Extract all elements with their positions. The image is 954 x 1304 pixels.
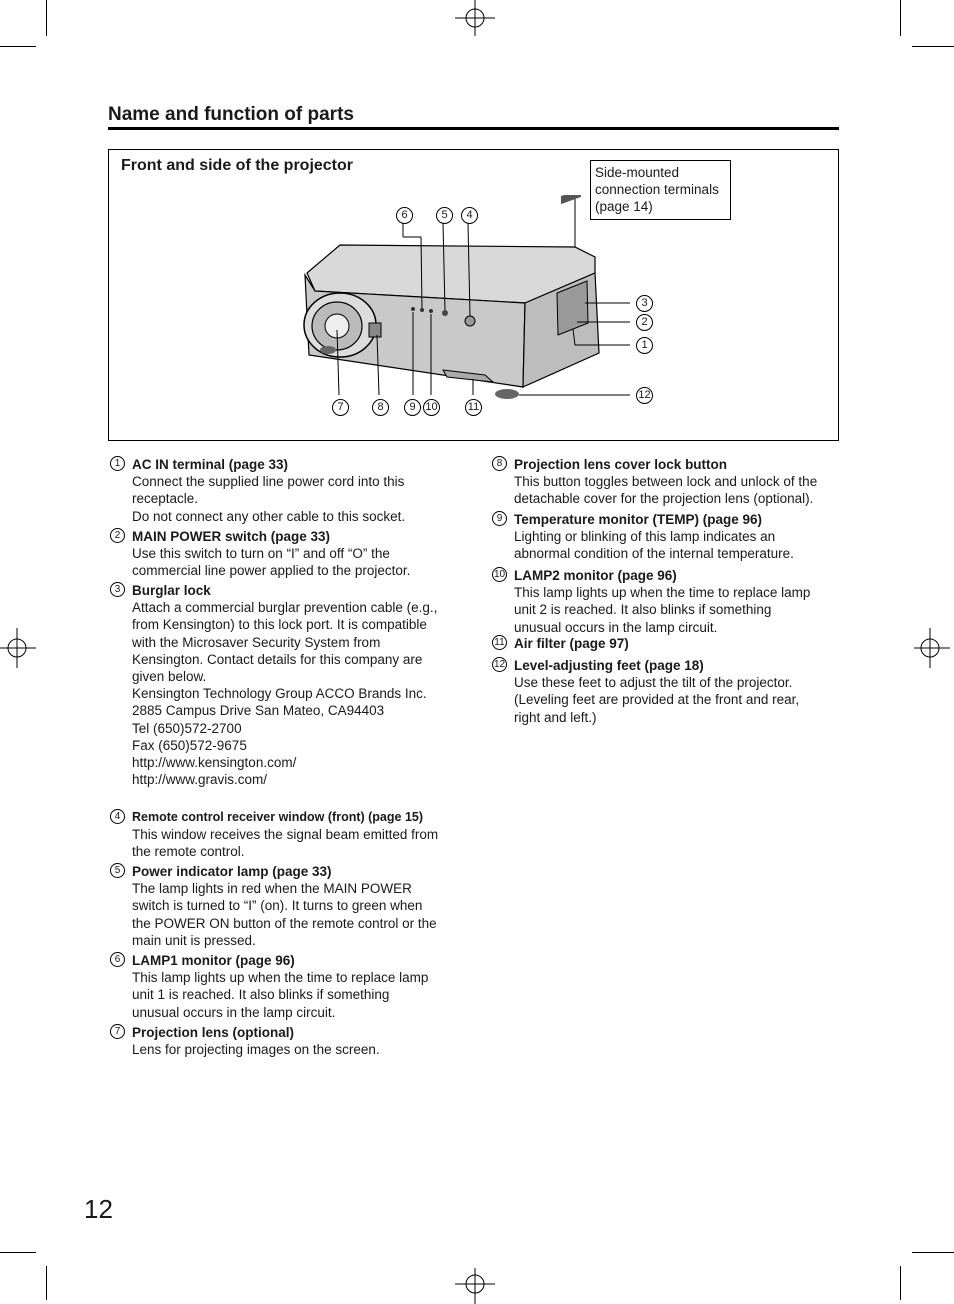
item-line: Use these feet to adjust the tilt of the projector. [514, 675, 793, 691]
item-heading: Power indicator lamp (page 33) [132, 864, 332, 879]
item-line: Lighting or blinking of this lamp indicates an [514, 529, 776, 545]
registration-mark [0, 628, 40, 668]
crop-mark [912, 1252, 954, 1253]
crop-mark [46, 1266, 47, 1300]
page-number: 12 [84, 1194, 113, 1224]
item-number: 11 [492, 635, 507, 650]
item-line: right and left.) [514, 709, 597, 725]
part-description [114, 528, 411, 580]
item-heading: Projection lens cover lock button [514, 457, 728, 472]
item-line: This window receives the signal beam emitted from [132, 827, 439, 843]
item-number: 5 [110, 863, 125, 878]
item-line: (Leveling feet are provided at the front and rear, [514, 692, 800, 708]
item-number: 7 [110, 1024, 125, 1039]
item-line: http://www.gravis.com/ [132, 772, 268, 788]
item-line: receptacle. [132, 491, 199, 507]
section-rule [108, 127, 839, 130]
item-line: Kensington Technology Group ACCO Brands Inc. [132, 686, 427, 702]
item-number: 10 [493, 569, 506, 580]
callout-number: 5 [436, 207, 453, 224]
figure-title: Front and side of the projector [121, 157, 354, 174]
item-heading: Remote control receiver window (front) (page 15) [132, 810, 424, 824]
part-description [114, 582, 438, 788]
item-line: detachable cover for the projection lens (optional). [514, 491, 814, 507]
crop-mark [900, 0, 901, 36]
item-line: Kensington. Contact details for this company are [132, 651, 423, 667]
callout-number: 8 [372, 399, 389, 416]
part-description [114, 809, 439, 861]
callout-number: 1 [636, 337, 653, 354]
callout-line: connection terminals [595, 182, 719, 197]
item-number: 4 [110, 809, 125, 824]
item-heading: Air filter (page 97) [514, 636, 629, 651]
crop-mark [0, 1252, 36, 1253]
item-line: unit 1 is reached. It also blinks if something [132, 987, 390, 1003]
item-heading: LAMP1 monitor (page 96) [132, 953, 295, 968]
item-number: 1 [110, 456, 125, 471]
callout-number: 6 [396, 207, 413, 224]
item-number: 8 [492, 456, 507, 471]
callout-line: Side-mounted [595, 165, 680, 180]
part-description [493, 567, 811, 636]
item-line: the POWER ON button of the remote control or the [132, 915, 437, 931]
item-line: This button toggles between lock and unlock of the [514, 474, 818, 490]
item-line: http://www.kensington.com/ [132, 755, 297, 771]
part-description [496, 456, 818, 508]
item-line: 2885 Campus Drive San Mateo, CA94403 [132, 703, 385, 719]
projector-illustration [295, 195, 675, 420]
callout-number: 10 [423, 399, 440, 416]
item-line: main unit is pressed. [132, 932, 256, 948]
callout-number: 11 [465, 399, 482, 416]
registration-mark [455, 1264, 495, 1304]
callout-number: 12 [636, 387, 653, 404]
callout-number: 7 [332, 399, 349, 416]
part-description [114, 456, 406, 525]
callout-number: 4 [461, 207, 478, 224]
item-line: Lens for projecting images on the screen. [132, 1042, 380, 1058]
registration-mark [455, 0, 495, 40]
item-number: 2 [110, 528, 125, 543]
item-heading: Projection lens (optional) [132, 1025, 295, 1040]
section-title: Name and function of parts [108, 104, 354, 125]
registration-mark [910, 628, 950, 668]
crop-mark [46, 0, 47, 36]
callout-number: 3 [636, 295, 653, 312]
item-line: abnormal condition of the internal temperature. [514, 546, 794, 562]
crop-mark [912, 46, 954, 47]
item-line: unit 2 is reached. It also blinks if something [514, 602, 772, 618]
part-description [494, 635, 629, 652]
item-line: Fax (650)572-9675 [132, 737, 247, 753]
item-heading: AC IN terminal (page 33) [132, 457, 289, 472]
callout-number: 2 [636, 314, 653, 331]
item-line: from Kensington) to this lock port. It is compatible [132, 617, 427, 633]
item-line: Use this switch to turn on “I” and off “O” the [132, 546, 390, 562]
callout-line: (page 14) [595, 199, 653, 214]
item-number: 12 [493, 659, 506, 670]
item-line: This lamp lights up when the time to replace lamp [132, 970, 429, 986]
item-line: Attach a commercial burglar prevention cable (e.g., [132, 600, 438, 616]
crop-mark [0, 46, 36, 47]
item-line: unusual occurs in the lamp circuit. [132, 1004, 336, 1020]
item-number: 3 [110, 582, 125, 597]
item-line: the remote control. [132, 844, 245, 860]
item-line: The lamp lights in red when the MAIN POWER [132, 881, 412, 897]
item-heading: Temperature monitor (TEMP) (page 96) [514, 512, 763, 527]
item-heading: LAMP2 monitor (page 96) [514, 568, 677, 583]
part-description [114, 1024, 380, 1058]
item-line: unusual occurs in the lamp circuit. [514, 619, 718, 635]
crop-mark [900, 1266, 901, 1300]
item-heading: Burglar lock [132, 583, 211, 598]
part-description [493, 657, 800, 726]
callout-number: 9 [404, 399, 421, 416]
item-heading: MAIN POWER switch (page 33) [132, 529, 331, 544]
part-description [496, 511, 794, 563]
item-line: This lamp lights up when the time to replace lamp [514, 585, 811, 601]
item-line: Do not connect any other cable to this socket. [132, 508, 406, 524]
item-line: given below. [132, 669, 207, 685]
item-number: 9 [492, 511, 507, 526]
item-number: 6 [110, 952, 125, 967]
item-line: commercial line power applied to the projector. [132, 563, 411, 579]
part-description [114, 863, 437, 949]
item-line: switch is turned to “I” (on). It turns to green when [132, 898, 423, 914]
item-line: with the Microsaver Security System from [132, 634, 381, 650]
item-line: Tel (650)572-2700 [132, 720, 242, 736]
item-heading: Level-adjusting feet (page 18) [514, 658, 704, 673]
item-line: Connect the supplied line power cord into this [132, 474, 405, 490]
part-description [114, 952, 429, 1021]
